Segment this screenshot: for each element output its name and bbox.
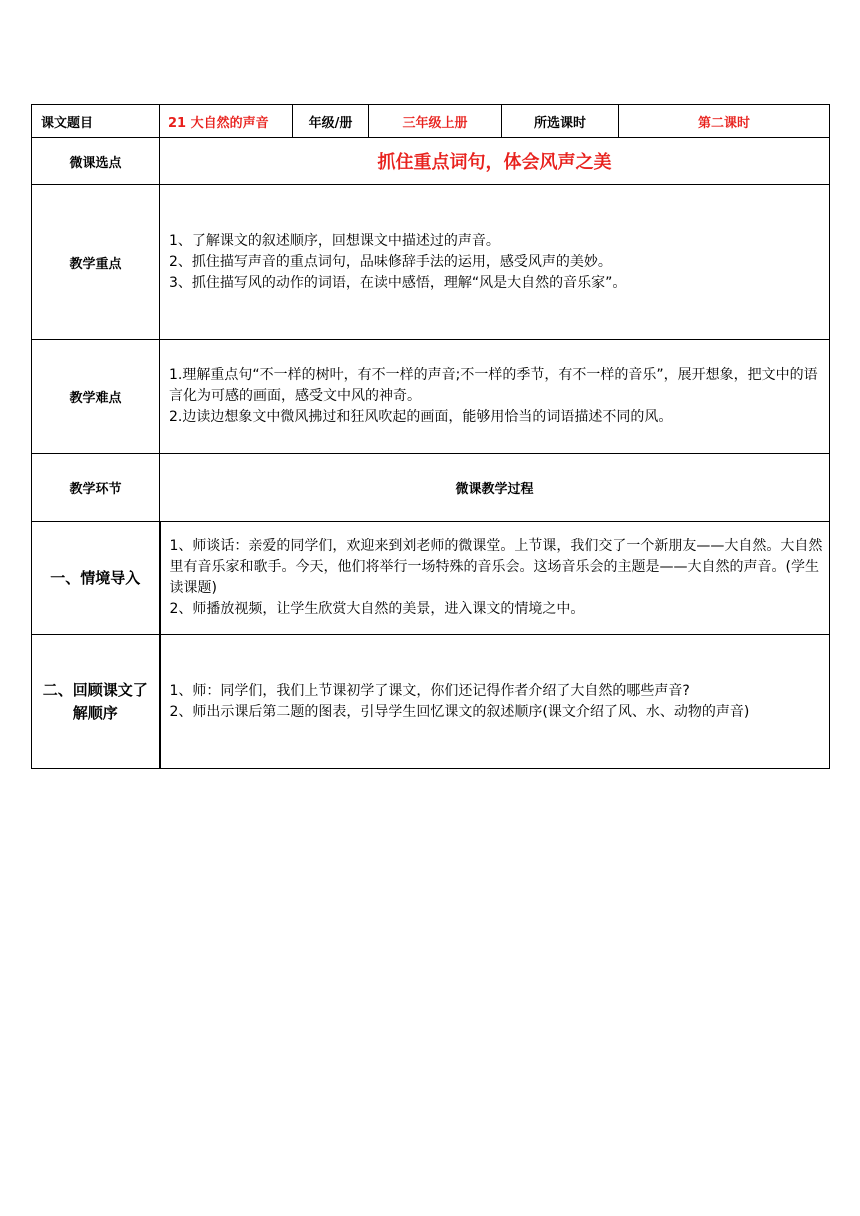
header-row [32, 105, 830, 138]
difficulties-row [32, 340, 830, 454]
step-content [160, 522, 830, 635]
step-content [160, 635, 830, 769]
difficulty-item: 2.边读边想象文中微风拂过和狂风吹起的画面，能够用恰当的词语描述不同的风。 [169, 409, 673, 425]
process-label: 教学环节 [32, 454, 160, 522]
focus-value: 抓住重点词句，体会风声之美 [160, 138, 830, 185]
focus-label: 微课选点 [32, 138, 160, 185]
lesson-plan-table [31, 104, 830, 769]
step-item: 2、师出示课后第二题的图表，引导学生回忆课文的叙述顺序(课文介绍了风、水、动物的声音) [169, 703, 750, 720]
step-row [32, 522, 830, 635]
key-point-item: 1、了解课文的叙述顺序，回想课文中描述过的声音。 [169, 232, 500, 249]
process-title: 微课教学过程 [160, 454, 830, 522]
lesson-title-label: 课文题目 [32, 105, 160, 138]
step-row [32, 635, 830, 769]
period-value: 第二课时 [619, 105, 830, 138]
key-point-item: 2、抓住描写声音的重点词句，品味修辞手法的运用，感受风声的美妙。 [169, 253, 612, 270]
step-label: 一、情境导入 [32, 522, 160, 635]
grade-label: 年级/册 [293, 105, 369, 138]
difficulties-label: 教学难点 [32, 340, 160, 454]
step-label: 二、回顾课文了解顺序 [32, 635, 160, 769]
grade-value: 三年级上册 [369, 105, 502, 138]
step-item: 2、师播放视频，让学生欣赏大自然的美景，进入课文的情境之中。 [169, 601, 585, 617]
key-points-content [160, 185, 830, 340]
difficulty-item: 1.理解重点句“不一样的树叶，有不一样的声音;不一样的季节，有不一样的音乐”，展开想象，把文中的语言化为可感的画面，感受文中风的神奇。 [169, 367, 818, 404]
process-header-row [32, 454, 830, 522]
step-item: 1、师谈话：亲爱的同学们，欢迎来到刘老师的微课堂。上节课，我们交了一个新朋友——大自然。大自然里有音乐家和歌手。今天，他们将举行一场特殊的音乐会。这场音乐会的主题是——大自然的声音。(学生读课题) [169, 538, 823, 596]
step-item: 1、师：同学们，我们上节课初学了课文，你们还记得作者介绍了大自然的哪些声音? [169, 682, 690, 699]
difficulties-content [160, 340, 830, 454]
lesson-title-value: 21 大自然的声音 [160, 105, 293, 138]
focus-row [32, 138, 830, 185]
key-points-row [32, 185, 830, 340]
key-point-item: 3、抓住描写风的动作的词语，在读中感悟，理解“风是大自然的音乐家”。 [169, 274, 627, 291]
period-label: 所选课时 [502, 105, 619, 138]
key-points-label: 教学重点 [32, 185, 160, 340]
